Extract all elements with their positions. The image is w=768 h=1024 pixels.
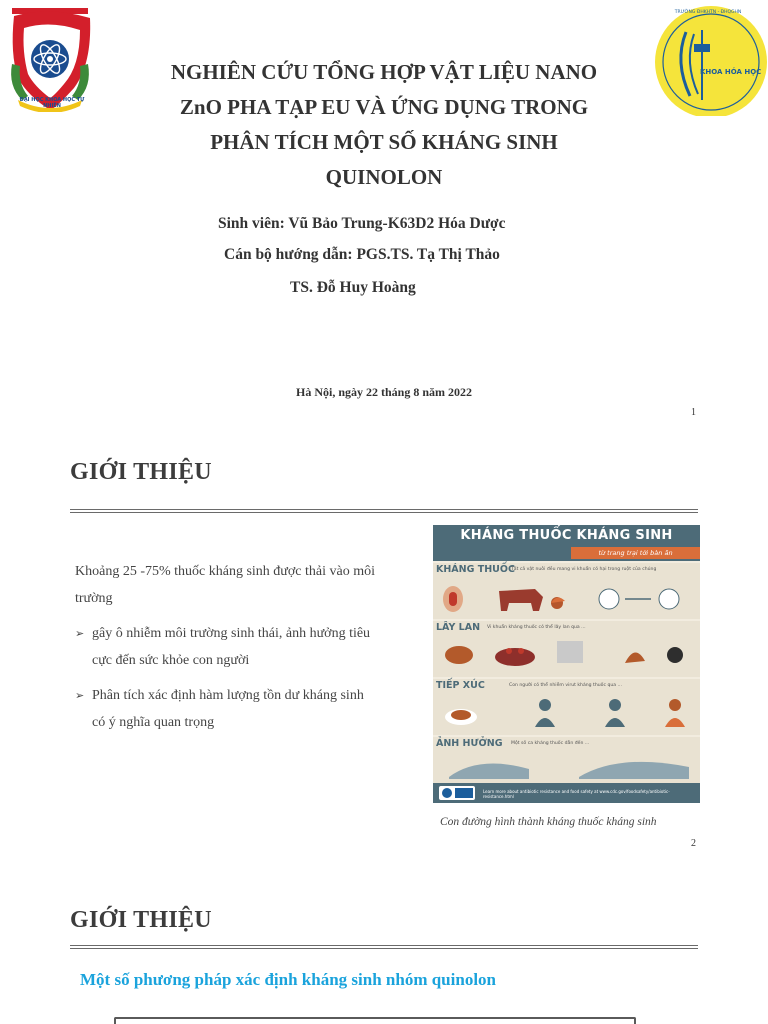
- arrow-bullet-icon: ➢: [75, 627, 85, 640]
- thesis-title-line: ZnO PHA TẠP EU VÀ ỨNG DỤNG TRONG: [179, 95, 589, 119]
- bullet-text: Phân tích xác định hàm lượng tồn dư kháng sinh có ý nghĩa quan trọng: [92, 688, 364, 730]
- infographic-section-text: Một số ca kháng thuốc dẫn đến ...: [511, 741, 590, 746]
- university-logo-icon: [4, 4, 96, 112]
- arrow-bullet-icon: ➢: [75, 689, 85, 702]
- infographic-subtitle: từ trang trại tới bàn ăn: [571, 547, 700, 559]
- section-heading: GIỚI THIỆU: [70, 907, 212, 933]
- infographic-section-label: ẢNH HƯỞNG: [436, 738, 503, 749]
- page-number: 2: [691, 838, 696, 849]
- presentation-date: Hà Nội, ngày 22 tháng 8 năm 2022: [295, 385, 473, 399]
- infographic-footer: [433, 783, 700, 803]
- infographic-section-impact: [433, 735, 700, 783]
- content-box: [114, 1017, 636, 1024]
- infographic-section-exposure: [433, 677, 700, 735]
- antibiotic-resistance-infographic: [433, 525, 700, 803]
- infographic-section-text: Tất cả vật nuôi đều mang vi khuẩn có hại trong ruột của chúng: [511, 567, 657, 572]
- student-name: Sinh viên: Vũ Bảo Trung-K63D2 Hóa Dược: [218, 215, 506, 232]
- faculty-logo-top-text: TRƯỜNG ĐHKHTN - ĐHQGHN: [674, 10, 742, 15]
- thesis-title-line: NGHIÊN CỨU TỔNG HỢP VẬT LIỆU NANO: [170, 60, 598, 84]
- infographic-section-text: Vi khuẩn kháng thuốc có thể lây lan qua ...: [487, 625, 586, 630]
- infographic-section-text: Con người có thể nhiễm virut kháng thuốc qua ...: [509, 683, 622, 688]
- infographic-header: [433, 525, 700, 561]
- page-number: 1: [691, 407, 696, 418]
- intro-slide: [0, 430, 768, 860]
- thesis-title: [120, 55, 648, 195]
- infographic-section-label: KHÁNG THUỐC: [436, 564, 515, 575]
- infographic-section-resistance: [433, 561, 700, 619]
- livestock-illustration-icon: [439, 577, 697, 619]
- thesis-title-line: PHÂN TÍCH MỘT SỐ KHÁNG SINH: [210, 130, 558, 154]
- faculty-logo-text: KHOA HÓA HỌC: [700, 68, 762, 76]
- bullet-list: [75, 620, 375, 744]
- university-logo-text: ĐẠI HỌC KHOA HỌC TỰ NHIÊN: [19, 97, 85, 109]
- human-exposure-illustration-icon: [439, 691, 697, 735]
- infographic-footer-text: Learn more about antibiotic resistance and food safety at www.cdc.gov/foodsafety/antibiotic-resistance.html: [483, 789, 670, 799]
- infographic-section-spread: [433, 619, 700, 677]
- supervisor-primary: Cán bộ hướng dẫn: PGS.TS. Tạ Thị Thảo: [224, 246, 500, 263]
- heading-divider: [70, 509, 698, 513]
- hospital-illustration-icon: [439, 749, 697, 783]
- infographic-title: KHÁNG THUỐC KHÁNG SINH: [460, 528, 673, 543]
- food-spread-illustration-icon: [439, 633, 697, 677]
- infographic-caption: Con đường hình thành kháng thuốc kháng sinh: [440, 816, 657, 828]
- list-item: [75, 620, 375, 674]
- bullet-text: gây ô nhiễm môi trường sinh thái, ảnh hưởng tiêu cực đến sức khỏe con người: [92, 626, 371, 668]
- supervisor-secondary: TS. Đỗ Huy Hoàng: [290, 279, 416, 296]
- section-heading: GIỚI THIỆU: [70, 459, 212, 485]
- cdc-logo-icon: [439, 786, 475, 800]
- methods-slide: [0, 860, 768, 1024]
- infographic-section-label: TIẾP XÚC: [436, 680, 485, 691]
- list-item: [75, 682, 375, 736]
- heading-divider: [70, 945, 698, 949]
- faculty-logo-icon: [650, 4, 768, 116]
- thesis-title-line: QUINOLON: [325, 165, 443, 189]
- methods-subheading: Một số phương pháp xác định kháng sinh nhóm quinolon: [80, 970, 496, 989]
- title-slide: [0, 0, 768, 430]
- infographic-section-label: LÂY LAN: [436, 622, 481, 633]
- intro-paragraph: Khoảng 25 -75% thuốc kháng sinh được thải vào môi trường: [75, 564, 375, 606]
